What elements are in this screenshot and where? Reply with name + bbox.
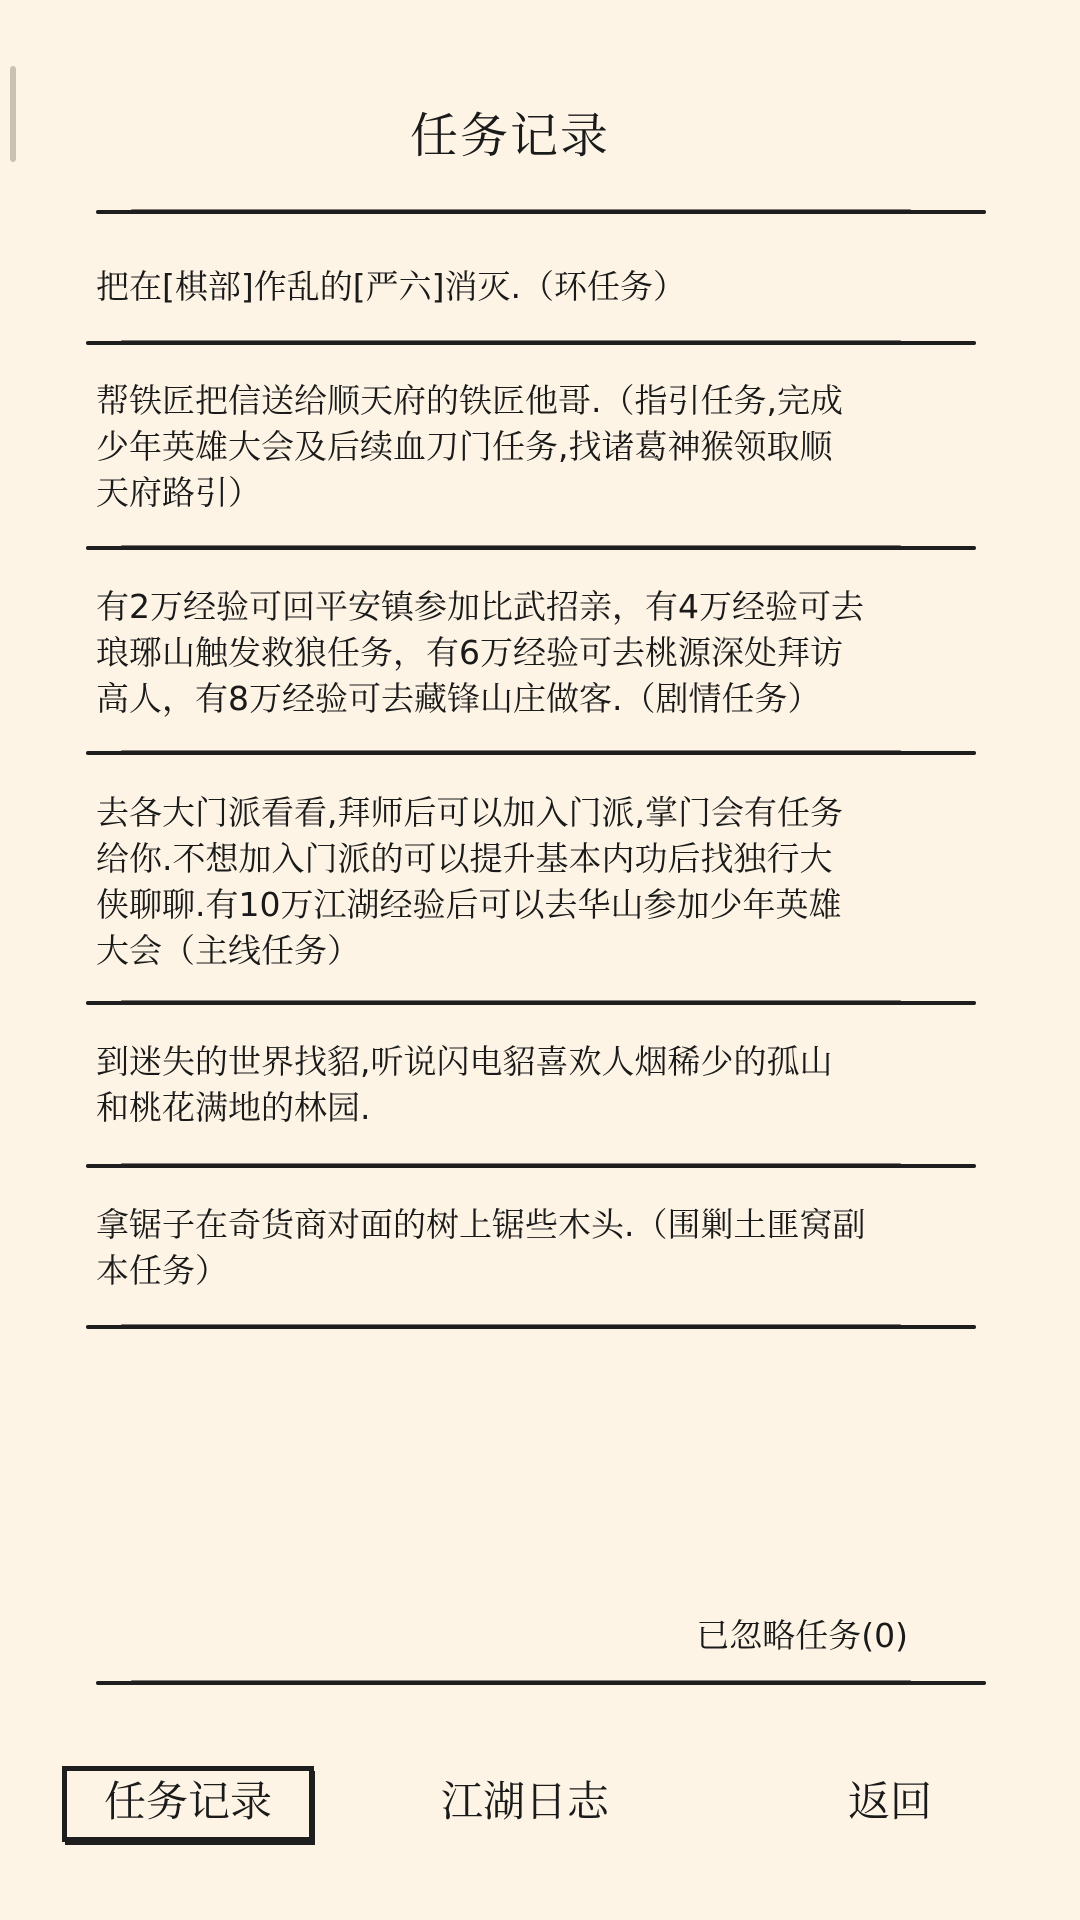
divider bbox=[96, 1681, 982, 1685]
quest-item[interactable]: 到迷失的世界找貂,听说闪电貂喜欢人烟稀少的孤山 和桃花满地的林园. bbox=[96, 1042, 833, 1127]
tab-quest-log[interactable]: 任务记录 bbox=[62, 1766, 314, 1842]
divider bbox=[86, 1001, 972, 1005]
divider bbox=[86, 1164, 972, 1168]
divider bbox=[86, 546, 972, 550]
page-title: 任务记录 bbox=[409, 108, 610, 164]
quest-item[interactable]: 去各大门派看看,拜师后可以加入门派,掌门会有任务 给你.不想加入门派的可以提升基本内功后找独行大 侠聊聊.有10万江湖经验后可以去华山参加少年英雄 大会（主线任务） bbox=[96, 793, 843, 970]
divider bbox=[86, 751, 972, 755]
ignored-tasks-link[interactable]: 已忽略任务(0) bbox=[696, 1616, 908, 1655]
quest-item[interactable]: 拿锯子在奇货商对面的树上锯些木头.（围剿土匪窝副 本任务） bbox=[96, 1205, 866, 1290]
divider bbox=[86, 1325, 972, 1329]
quest-item[interactable]: 有2万经验可回平安镇参加比武招亲，有4万经验可去 琅琊山触发救狼任务，有6万经验可去桃源深处拜访 高人，有8万经验可去藏锋山庄做客.（剧情任务） bbox=[96, 587, 864, 718]
quest-item[interactable]: 帮铁匠把信送给顺天府的铁匠他哥.（指引任务,完成 少年英雄大会及后续血刀门任务,找诸葛神猴领取顺 天府路引） bbox=[96, 381, 843, 512]
tab-journal[interactable]: 江湖日志 bbox=[440, 1777, 609, 1826]
back-button[interactable]: 返回 bbox=[847, 1777, 932, 1826]
quest-item[interactable]: 把在[棋部]作乱的[严六]消灭.（环任务） bbox=[96, 267, 686, 306]
divider bbox=[86, 341, 972, 345]
divider bbox=[96, 210, 982, 214]
